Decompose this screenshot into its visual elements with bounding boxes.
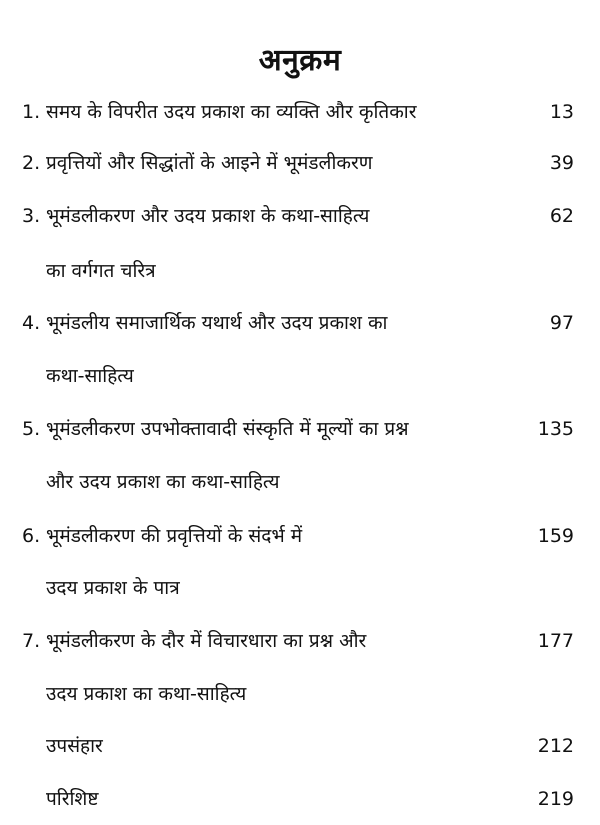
entry-title-line-1: भूमंडलीकरण उपभोक्तावादी संस्कृति में मूल्यों का प्रश्न bbox=[46, 418, 409, 440]
entry-title-line-1: भूमंडलीय समाजार्थिक यथार्थ और उदय प्रकाश का bbox=[46, 312, 388, 334]
entry-title-line-1: भूमंडलीकरण की प्रवृत्तियों के संदर्भ में bbox=[46, 525, 303, 547]
toc-entry-1 bbox=[0, 92, 600, 132]
entry-title-line-2: का वर्गगत चरित्र bbox=[46, 260, 156, 282]
toc-entry-7 bbox=[0, 621, 600, 661]
entry-number: 5. bbox=[22, 418, 41, 440]
entry-page-number: 212 bbox=[537, 735, 574, 757]
toc-entry-2 bbox=[0, 143, 600, 183]
toc-entry-6 bbox=[0, 516, 600, 556]
toc-entry-5 bbox=[0, 409, 600, 449]
toc-entry-4 bbox=[0, 303, 600, 343]
entry-number: 1. bbox=[22, 101, 41, 123]
entry-title-line-1: भूमंडलीकरण और उदय प्रकाश के कथा-साहित्य bbox=[46, 205, 370, 227]
entry-page-number: 219 bbox=[537, 788, 574, 810]
entry-title: उपसंहार bbox=[46, 735, 103, 757]
entry-title-line-1: भूमंडलीकरण के दौर में विचारधारा का प्रश्न और bbox=[46, 630, 367, 652]
toc-entry-3-continuation bbox=[0, 251, 600, 291]
entry-page-number: 177 bbox=[537, 630, 574, 652]
toc-entry-3 bbox=[0, 196, 600, 236]
entry-title-line-1: प्रवृत्तियों और सिद्धांतों के आइने में भूमंडलीकरण bbox=[46, 152, 373, 174]
contents-heading: अनुक्रम bbox=[258, 43, 342, 78]
entry-title-line-1: समय के विपरीत उदय प्रकाश का व्यक्ति और कृतिकार bbox=[46, 101, 417, 123]
toc-entry-7-continuation bbox=[0, 674, 600, 714]
entry-number: 7. bbox=[22, 630, 41, 652]
entry-page-number: 135 bbox=[537, 418, 574, 440]
toc-entry-conclusion bbox=[0, 726, 600, 766]
entry-page-number: 13 bbox=[549, 101, 574, 123]
toc-entry-5-continuation bbox=[0, 462, 600, 502]
entry-number: 2. bbox=[22, 152, 41, 174]
entry-number: 3. bbox=[22, 205, 41, 227]
entry-page-number: 39 bbox=[549, 152, 574, 174]
entry-number: 6. bbox=[22, 525, 41, 547]
toc-entry-appendix bbox=[0, 779, 600, 819]
entry-page-number: 62 bbox=[549, 205, 574, 227]
entry-title-line-2: कथा-साहित्य bbox=[46, 365, 134, 387]
entry-title-line-2: उदय प्रकाश के पात्र bbox=[46, 577, 180, 599]
entry-page-number: 159 bbox=[537, 525, 574, 547]
entry-page-number: 97 bbox=[549, 312, 574, 334]
entry-title-line-2: उदय प्रकाश का कथा-साहित्य bbox=[46, 683, 247, 705]
entry-number: 4. bbox=[22, 312, 41, 334]
entry-title: परिशिष्ट bbox=[46, 788, 99, 810]
toc-entry-6-continuation bbox=[0, 568, 600, 608]
toc-entry-4-continuation bbox=[0, 356, 600, 396]
entry-title-line-2: और उदय प्रकाश का कथा-साहित्य bbox=[46, 471, 280, 493]
